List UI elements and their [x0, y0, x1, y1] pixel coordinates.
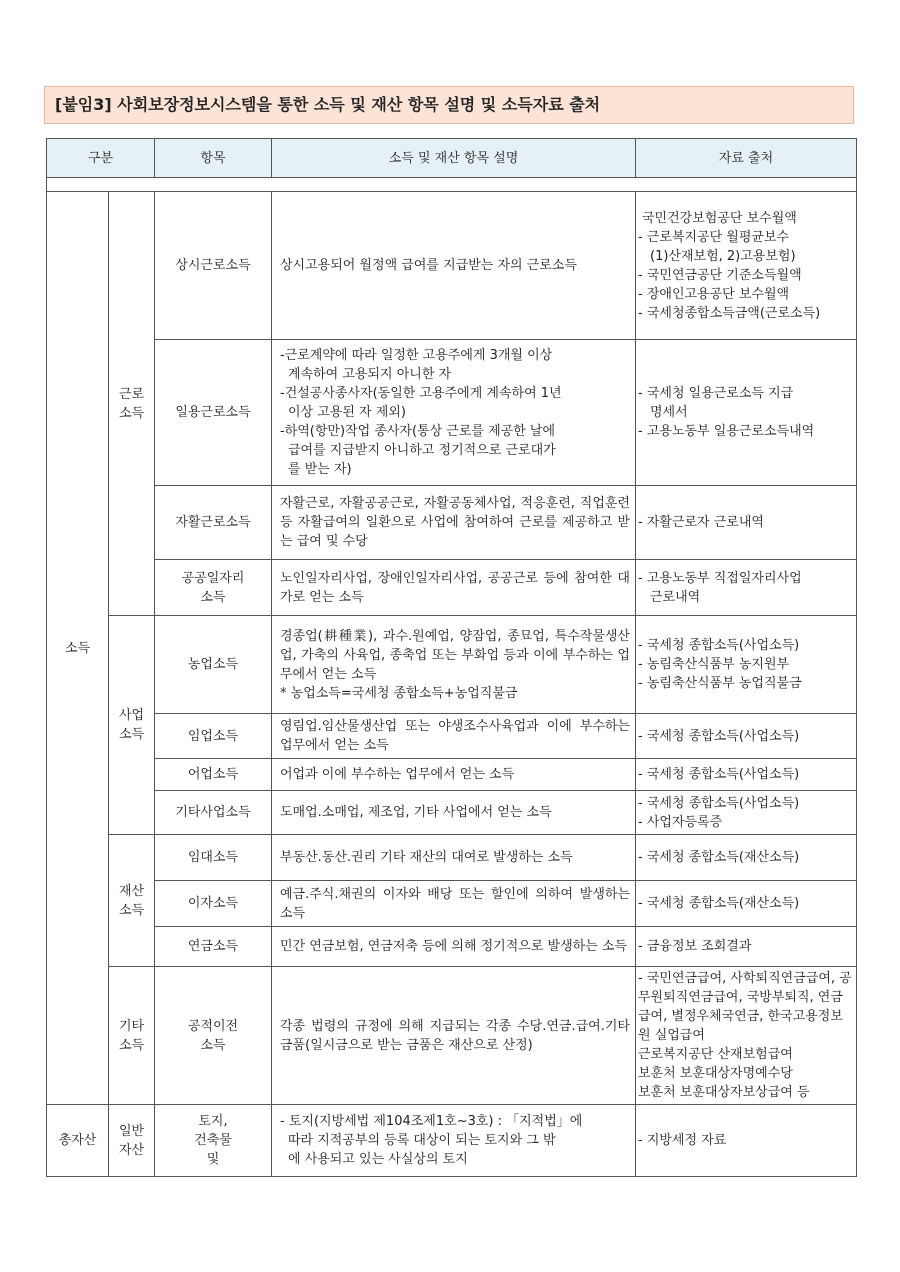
item-cell [155, 714, 272, 759]
text-line: 부동산.동산.권리 기타 재산의 대여로 발생하는 소득 [280, 850, 573, 865]
source-line: - 자활근로자 근로내역 [638, 515, 764, 530]
source-line: - 국세청 일용근로소득 지급 [638, 386, 794, 401]
text-line: 상시고용되어 월정액 급여를 지급받는 자의 근로소득 [280, 258, 577, 273]
source-line: - 지방세정 자료 [638, 1133, 727, 1148]
item-label: 토지, [198, 1114, 228, 1129]
table-row [47, 560, 857, 616]
item-label: 기타사업소득 [175, 805, 251, 820]
item-cell [155, 616, 272, 714]
source-line: - 사업자등록증 [638, 814, 723, 830]
source-cell [636, 560, 857, 616]
item-label: 일용근로소득 [175, 405, 251, 420]
header-category: 구분 [47, 139, 155, 178]
income-property-table [46, 138, 857, 1177]
text-line: 계속하여 고용되지 아니한 자 [288, 367, 452, 382]
description-cell [272, 486, 636, 560]
description-cell [272, 340, 636, 486]
item-cell [155, 835, 272, 881]
group-other-income [109, 967, 155, 1105]
item-label: 어업소득 [187, 767, 239, 782]
source-cell [636, 881, 857, 927]
text-line: 에 사용되고 있는 사실상의 토지 [288, 1152, 468, 1167]
source-cell [636, 340, 857, 486]
text-line: 자활근로, 자활공공근로, 자활공동체사업, 적응훈련, 직업훈련 등 자활급여의 일환으로 사업에 참여하여 근로를 제공하고 받는 급여 및 수당 [280, 496, 630, 549]
item-label: 공적이전 [187, 1018, 239, 1034]
group-label-line: 소득 [118, 1037, 145, 1053]
source-line: - 국민연금공단 기준소득월액 [638, 267, 802, 283]
text-line: -근로계약에 따라 일정한 고용주에게 3개월 이상 [280, 348, 553, 363]
description-cell [272, 791, 636, 835]
text-line: - 토지(지방세법 제104조제1호~3호) : 「지적법」에 [280, 1114, 583, 1129]
text-line: 급여를 지급받지 아니하고 정기적으로 근로대가 [288, 443, 556, 458]
source-cell [636, 192, 857, 340]
item-label: 공공일자리 [181, 570, 245, 586]
group-label-line: 소득 [118, 902, 145, 918]
table-row [47, 714, 857, 759]
item-cell [155, 927, 272, 967]
item-label: 상시근로소득 [175, 258, 251, 273]
source-line: 근로복지공단 산재보험급여 [638, 1047, 793, 1062]
text-line: 민간 연금보험, 연금저축 등에 의해 정기적으로 발생하는 소득 [280, 939, 628, 954]
group-label-line: 일반 [118, 1123, 145, 1139]
source-line: - 장애인고용공단 보수월액 [638, 286, 790, 302]
source-line: - 국세청 종합소득(재산소득) [638, 850, 800, 865]
description-cell [272, 881, 636, 927]
text-line: * 농업소득=국세청 종합소득+농업직불금 [280, 685, 518, 701]
source-line: - 근로복지공단 월평균보수 [638, 229, 790, 245]
source-line: - 고용노동부 일용근로소득내역 [638, 424, 815, 439]
source-line: - 농림축산식품부 농지원부 [638, 657, 790, 672]
item-label: 임업소득 [187, 728, 239, 744]
header-source: 자료 출처 [636, 139, 857, 178]
text-line: 어업과 이에 부수하는 업무에서 얻는 소득 [280, 767, 515, 782]
group-labor-income [109, 192, 155, 616]
description-cell [272, 1105, 636, 1177]
table-row [47, 340, 857, 486]
text-line: -건설공사종사자(동일한 고용주에게 계속하여 1년 [280, 386, 562, 401]
group-general-assets [109, 1105, 155, 1177]
source-cell [636, 835, 857, 881]
source-cell [636, 1105, 857, 1177]
group-label-line: 기타 [118, 1018, 145, 1034]
table-row [47, 927, 857, 967]
table-row [47, 1105, 857, 1177]
item-label: 소득 [200, 589, 226, 605]
text-line: 이상 고용된 자 제외) [288, 405, 406, 420]
item-cell [155, 486, 272, 560]
description-cell [272, 835, 636, 881]
source-line: 근로내역 [650, 589, 701, 605]
group-label-line: 근로 [118, 386, 145, 402]
item-label: 자활근로소득 [175, 515, 251, 530]
item-cell [155, 881, 272, 927]
group-label-line: 소득 [118, 405, 145, 421]
source-line: 보훈처 보훈대상자명예수당 [638, 1066, 793, 1081]
source-line: - 국세청 종합소득(사업소득) [638, 795, 800, 811]
group-income: 소득 [47, 192, 109, 1105]
source-line: - 국세청 종합소득(사업소득) [638, 728, 800, 744]
item-cell [155, 1105, 272, 1177]
table-row [47, 192, 857, 340]
group-label-line: 사업 [118, 708, 145, 723]
item-cell [155, 560, 272, 616]
item-cell [155, 340, 272, 486]
text-line: 영림업.임산물생산업 또는 야생조수사육업과 이에 부수하는 업무에서 얻는 소득 [280, 719, 630, 753]
description-cell [272, 616, 636, 714]
table-row [47, 616, 857, 714]
item-label: 및 [206, 1152, 220, 1167]
item-label: 농업소득 [187, 657, 239, 672]
table-row [47, 486, 857, 560]
item-cell [155, 967, 272, 1105]
source-line: (1)산재보험, 2)고용보험) [650, 248, 796, 264]
text-line: 를 받는 자) [288, 462, 352, 477]
text-line: 도매업.소매업, 제조업, 기타 사업에서 얻는 소득 [280, 805, 552, 820]
table-row [47, 967, 857, 1105]
source-cell [636, 486, 857, 560]
source-cell [636, 967, 857, 1105]
description-cell [272, 759, 636, 791]
item-cell [155, 759, 272, 791]
description-cell [272, 560, 636, 616]
header-item: 항목 [155, 139, 272, 178]
item-label: 이자소득 [187, 896, 239, 911]
item-label: 연금소득 [187, 939, 239, 954]
source-line: - 국세청 종합소득(재산소득) [638, 896, 800, 911]
description-cell [272, 714, 636, 759]
description-cell [272, 927, 636, 967]
group-business-income [109, 616, 155, 835]
source-line: - 고용노동부 직접일자리사업 [638, 570, 802, 586]
group-label-line: 자산 [118, 1142, 145, 1158]
source-line: - 국세청종합소득금액(근로소득) [638, 305, 821, 321]
source-cell [636, 714, 857, 759]
source-line: 명세서 [650, 405, 688, 420]
source-cell [636, 791, 857, 835]
source-line: 보훈처 보훈대상자보상급여 등 [638, 1085, 810, 1100]
source-line: - 금융정보 조회결과 [638, 939, 752, 954]
group-property-income [109, 835, 155, 967]
text-line: -하역(항만)작업 종사자(통상 근로를 제공한 날에 [280, 424, 556, 439]
text-line: 노인일자리사업, 장애인일자리사업, 공공근로 등에 참여한 대가로 얻는 소득 [280, 570, 630, 605]
table-row [47, 791, 857, 835]
text-line: 경종업(耕種業), 과수.원예업, 양잠업, 종묘업, 특수작물생산업, 가축의 사육업, 종축업 또는 부화업 등과 이에 부수하는 업무에서 얻는 소득 [280, 628, 630, 682]
table-header-row [47, 139, 857, 178]
source-cell [636, 927, 857, 967]
spacer-row [47, 178, 857, 192]
item-label: 임대소득 [187, 850, 239, 865]
source-cell [636, 759, 857, 791]
table-row [47, 881, 857, 927]
text-line: 따라 지적공부의 등록 대상이 되는 토지와 그 밖 [288, 1133, 556, 1148]
source-line: - 국세청 종합소득(사업소득) [638, 767, 800, 782]
item-cell [155, 192, 272, 340]
text-line: 각종 법령의 규정에 의해 지급되는 각종 수당.연금.급여.기타금품(일시금으로 받는 금품은 재산으로 산정) [280, 1018, 630, 1053]
document-title: [붙임3] 사회보장정보시스템을 통한 소득 및 재산 항목 설명 및 소득자료 출처 [44, 86, 854, 124]
source-line: - 농림축산식품부 농업직불금 [638, 676, 802, 691]
text-line: 예금.주식.채권의 이자와 배당 또는 할인에 의하여 발생하는 소득 [280, 886, 630, 921]
group-label-line: 소득 [118, 727, 145, 742]
header-description: 소득 및 재산 항목 설명 [272, 139, 636, 178]
source-line: 국민건강보험공단 보수월액 [642, 210, 797, 226]
description-cell [272, 192, 636, 340]
source-line: - 국민연금급여, 사학퇴직연금급여, 공무원퇴직연금급여, 국방부퇴직, 연금급여, 별정우체국연금, 한국고용정보원 실업급여 [638, 971, 852, 1043]
group-label-line: 재산 [118, 883, 145, 899]
item-label: 소득 [200, 1037, 226, 1053]
source-cell [636, 616, 857, 714]
description-cell [272, 967, 636, 1105]
item-label: 건축물 [194, 1133, 232, 1148]
table-row [47, 759, 857, 791]
source-line: - 국세청 종합소득(사업소득) [638, 638, 800, 653]
table-row [47, 835, 857, 881]
item-cell [155, 791, 272, 835]
group-total-assets: 총자산 [47, 1105, 109, 1177]
